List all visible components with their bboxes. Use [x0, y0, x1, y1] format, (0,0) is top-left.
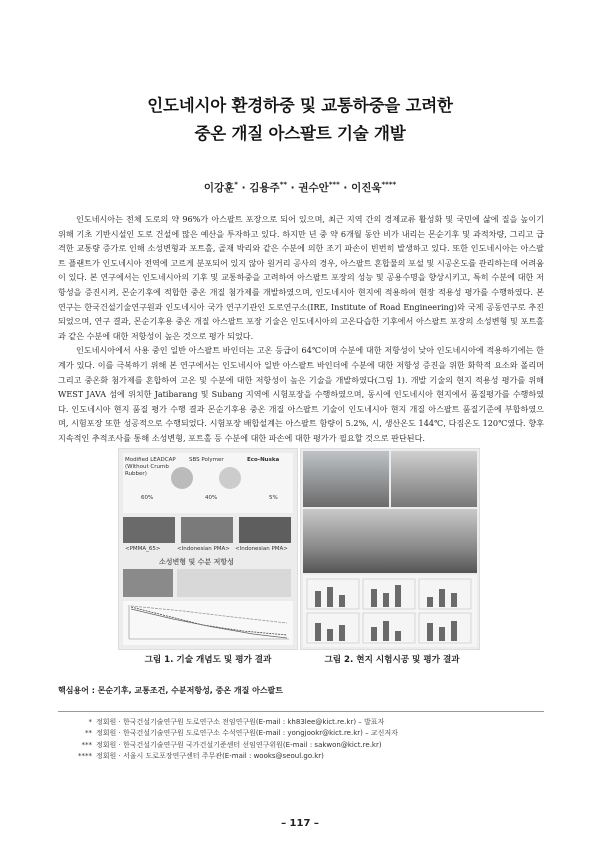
- figure-label: <PMMA_65>: [125, 546, 161, 552]
- footnote-mark: **: [85, 729, 92, 738]
- figure-label: 소성변형 및 수분 저항성: [159, 558, 234, 566]
- footnotes: [70, 717, 544, 763]
- footnote: [70, 740, 544, 751]
- author-name: 이진욱: [351, 182, 382, 194]
- footnote-text: 정회원 · 서울시 도로포장연구센터 주무관(E-mail : wooks@seoul.go.kr): [96, 752, 324, 761]
- footnote: [70, 728, 544, 739]
- title-line-1: 인도네시아 환경하중 및 교통하중을 고려한: [147, 96, 453, 115]
- figure-1-caption: 그림 1. 기술 개념도 및 평가 결과: [144, 655, 272, 665]
- page-number: – 117 –: [281, 818, 319, 829]
- keywords: 핵심용어 : 몬순기후, 교통조건, 수분저항성, 중온 개질 아스팔트: [58, 686, 284, 695]
- paper-title: [0, 92, 600, 148]
- footnote-text: 정회원 · 한국건설기술연구원 국가건설기준센터 선임연구위원(E-mail : sakwon@kict.re.kr): [96, 740, 382, 749]
- footnote-mark: *: [88, 718, 92, 726]
- author-separator: ·: [287, 182, 299, 194]
- footnote-mark: ****: [78, 752, 92, 761]
- figure-2-image: [300, 448, 480, 650]
- title-line-2: 중온 개질 아스팔트 기술 개발: [194, 124, 406, 143]
- figure-label: <Indonesian PMA>: [177, 546, 230, 552]
- figure-label: Modified LEADCAP (Without Crumb Rubber): [125, 457, 176, 477]
- figure-label: <Indonesian PMA>: [235, 546, 288, 552]
- sample-photo: [181, 517, 233, 543]
- author-name: 이강훈: [203, 182, 235, 194]
- footnote-mark: ***: [81, 740, 92, 749]
- abstract-paragraph-2: 인도네시아에서 사용 중인 일반 아스팔트 바인더는 고온 등급이 64℃이며 수분에 대한 저항성이 낮아 인도네시아에 적용하기에는 한계가 있다. 이를 극복하기 위해 본 연구에서는 인도네시아 일반 아스팔트 바인더에 수분에 대한 저항성 증진을 위한 화학적 요소와 폴리머 그리고 중온화 첨가제를 혼합하여 고온 및 수분에 대한 저항성이 높은 기술을 개발하였다(그림 1). 개발 기술의 현지 적용성 평가를 위해 WEST JAVA 섬에 위치한 Jatibarang 및 Subang 지역에 시험포장을 수행하였으며, 동시에 인도네시아 현지에서 품질평가를 수행하였다. 인도네시아 현지 품질 평가 수행 결과 몬순기후용 중온 개질 아스팔트 기술이 인도네시아 현지 개질 아스팔트 품질기준에 부합하였으며, 시험포장 또한 성공적으로 수행되었다. 시험포장 배합설계는 아스팔트 함량이 5.2%, 시, 생산온도 144℃, 다짐온도 120℃였다. 향후 지속적인 추적조사를 통해 소성변형, 포트홀 등 수분에 대한 파손에 대한 평가가 필요할 것으로 판단된다.: [58, 345, 544, 443]
- specimen-grid: [177, 569, 291, 597]
- author-separator: ·: [339, 182, 352, 194]
- figure-label: Eco-Nuska: [247, 457, 280, 463]
- abstract: [58, 212, 544, 446]
- figure-label: 40%: [205, 495, 218, 501]
- author-name: 권수안: [298, 182, 329, 194]
- figure-1-image: [118, 448, 298, 650]
- road-photo: [391, 451, 477, 507]
- footnote-text: 정회원 · 한국건설기술연구원 도로연구소 전임연구원(E-mail : kh83lee@kict.re.kr) – 발표자: [96, 718, 385, 726]
- author-mark: ****: [381, 180, 397, 189]
- figure-label: SBS Polymer: [189, 457, 224, 463]
- mixture-circle: [171, 467, 193, 489]
- author-name: 김용주: [249, 182, 280, 194]
- footnote-divider: [58, 711, 544, 712]
- test-photo: [123, 569, 173, 597]
- figure-2-caption: 그림 2. 현지 시험시공 및 평가 결과: [324, 655, 460, 665]
- figure-label: 5%: [269, 495, 278, 501]
- author-mark: **: [279, 180, 288, 189]
- sample-photo: [123, 517, 175, 543]
- author-list: [0, 180, 600, 195]
- author-separator: ·: [237, 182, 250, 194]
- abstract-paragraph-1: 인도네시아는 전체 도로의 약 96%가 아스팔트 포장으로 되어 있으며, 최근 지역 간의 경제교류 활성화 및 국민에 삶에 질을 높이기 위해 기초 기반시설인 도로 건설에 많은 예산을 투자하고 있다. 하지만 년 중 약 6개월 동안 비가 내리는 몬순기후 및 과적차량, 그리고 급격한 교통량 증가로 인해 소성변형과 포트홀, 골재 박리와 같은 수분에 의한 조기 파손이 빈번히 발생하고 있다. 또한 인도네시아는 아스팔트 플랜트가 인도네시아 전역에 고르게 분포되어 있지 않아 원거리 공사의 경우, 아스팔트 혼합물의 포설 및 시공온도를 관리하는데 어려움이 있다. 본 연구에서는 인도네시아의 기후 및 교통하중을 고려하여 아스팔트 포장의 성능 및 공용수명을 향상시키고, 특히 수분에 대한 저항성을 증진시켜, 몬순기후에 적합한 중온 개질 첨가제를 개발하였으며, 인도네시아 현지에 적용하여 현장 적용성 평가를 수행하였다. 본 연구는 한국건설기술연구원과 인도네시아 국가 연구기관인 도로연구소(IRE, Institute of Road Engineering)와 국제 공동연구로 추진되었으며, 연구 결과, 몬순기후용 중온 개질 아스팔트 포장 기술은 인도네시아의 고온다습한 기후에서 아스팔트 포장의 소성변형 및 포트홀과 같은 수분에 대한 저항성이 높은 것으로 평가 되었다.: [58, 214, 544, 341]
- author-mark: ***: [328, 180, 340, 189]
- sample-photo: [239, 517, 291, 543]
- author-mark: *: [234, 180, 238, 189]
- figure-label: 60%: [141, 495, 154, 501]
- bar-charts: [305, 577, 475, 645]
- footnote-text: 정회원 · 한국건설기술연구원 도로연구소 수석연구원(E-mail : yongjookr@kict.re.kr) – 교신저자: [96, 729, 398, 738]
- footnote: [70, 751, 544, 762]
- mixture-circle: [219, 467, 241, 489]
- plant-photo: [303, 509, 477, 573]
- paving-photo: [303, 451, 389, 507]
- footnote: [70, 717, 544, 728]
- rutting-graph: [123, 601, 293, 645]
